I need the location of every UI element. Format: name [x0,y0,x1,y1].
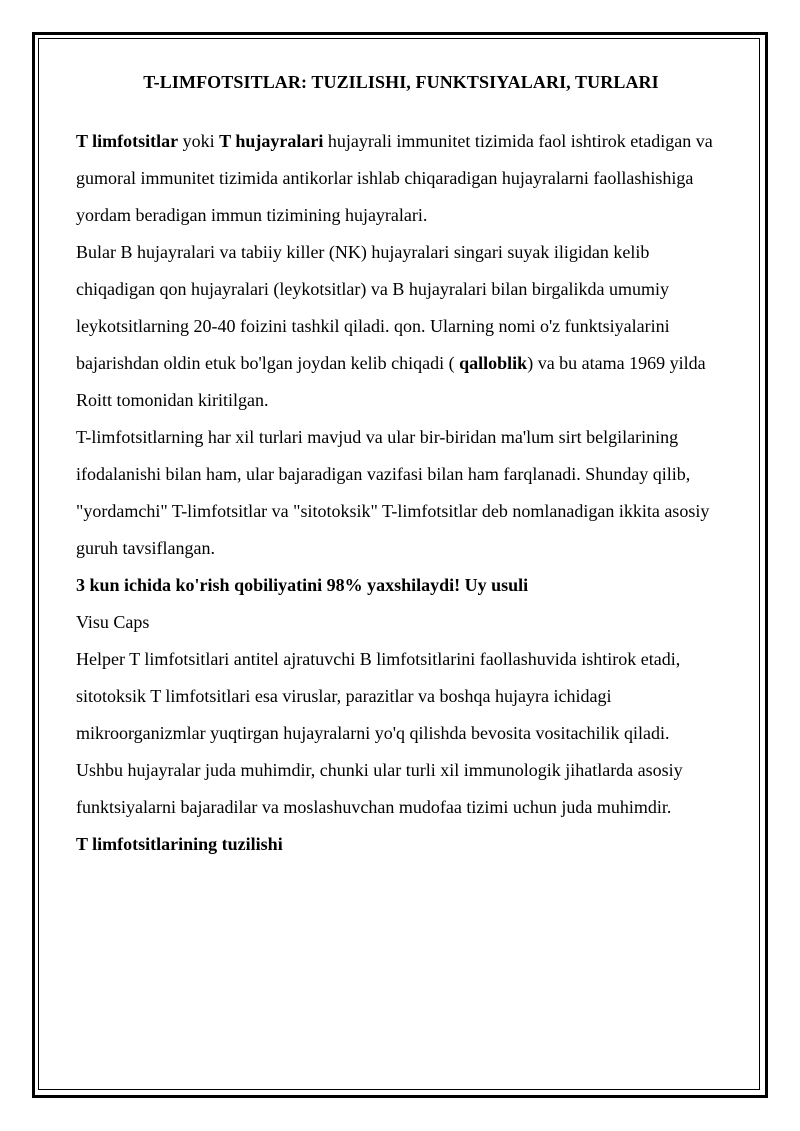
paragraph-helper-cytotoxic: Helper T limfotsitlari antitel ajratuvchi B limfotsitlarini faollashuvida ishtirok etadi, sitotoksik T limfotsitlari esa viruslar, parazitlar va boshqa hujayra ichidagi mikroorganizmlar yuqtirgan hujayralarni yo'q qilishda bevosita vositachilik qiladi. [76,649,681,743]
term-qalloblik: qalloblik [459,353,528,373]
paragraph-types: T-limfotsitlarning har xil turlari mavjud va ular bir-biridan ma'lum sirt belgilarining ifodalanishi bilan ham, ular bajaradigan vazifasi bilan ham farqlanadi. Shunday qilib, "yordamchi" T-limfotsitlar va "sitotoksik" T-limfotsitlar deb nomlanadigan ikkita asosiy guruh tavsiflangan. [76,427,710,558]
document-body [76,72,726,863]
term-t-hujayralari: T hujayralari [219,131,324,151]
section-heading-structure: T limfotsitlarining tuzilishi [76,834,283,854]
origin-text-after: ) va bu atama 1969 yilda Roitt tomonidan kiritilgan. [76,353,706,410]
term-t-limfotsitlar: T limfotsitlar [76,131,179,151]
paragraph-intro [76,123,726,234]
connector-text: yoki [178,131,220,151]
ad-headline-link[interactable]: 3 kun ichida ko'rish qobiliyatini 98% yaxshilaydi! Uy usuli [76,575,529,595]
origin-text-before: Bular B hujayralari va tabiiy killer (NK) hujayralari singari suyak iligidan kelib chiqadigan qon hujayralari (leykotsitlar) va B hujayralari bilan birgalikda umumiy leykotsitlarning 20-40 foizini tashkil qiladi. qon. Ularning nomi o'z funktsiyalarini bajarishdan oldin etuk bo'lgan joydan kelib chiqadi ( [76,242,670,373]
document-title: T-LIMFOTSITLAR: TUZILISHI, FUNKTSIYALARI, TURLARI [143,72,659,92]
intro-rest-text: hujayrali immunitet tizimida faol ishtirok etadigan va gumoral immunitet tizimida antikorlar ishlab chiqaradigan hujayralarni faollashishiga yordam beradigan immun tizimining hujayralari. [76,131,713,225]
paragraph-origin [76,234,726,419]
paragraph-importance: Ushbu hujayralar juda muhimdir, chunki ular turli xil immunologik jihatlarda asosiy funktsiyalarni bajaradilar va moslashuvchan mudofaa tizimi uchun juda muhimdir. [76,760,683,817]
ad-product-name: Visu Caps [76,612,150,632]
